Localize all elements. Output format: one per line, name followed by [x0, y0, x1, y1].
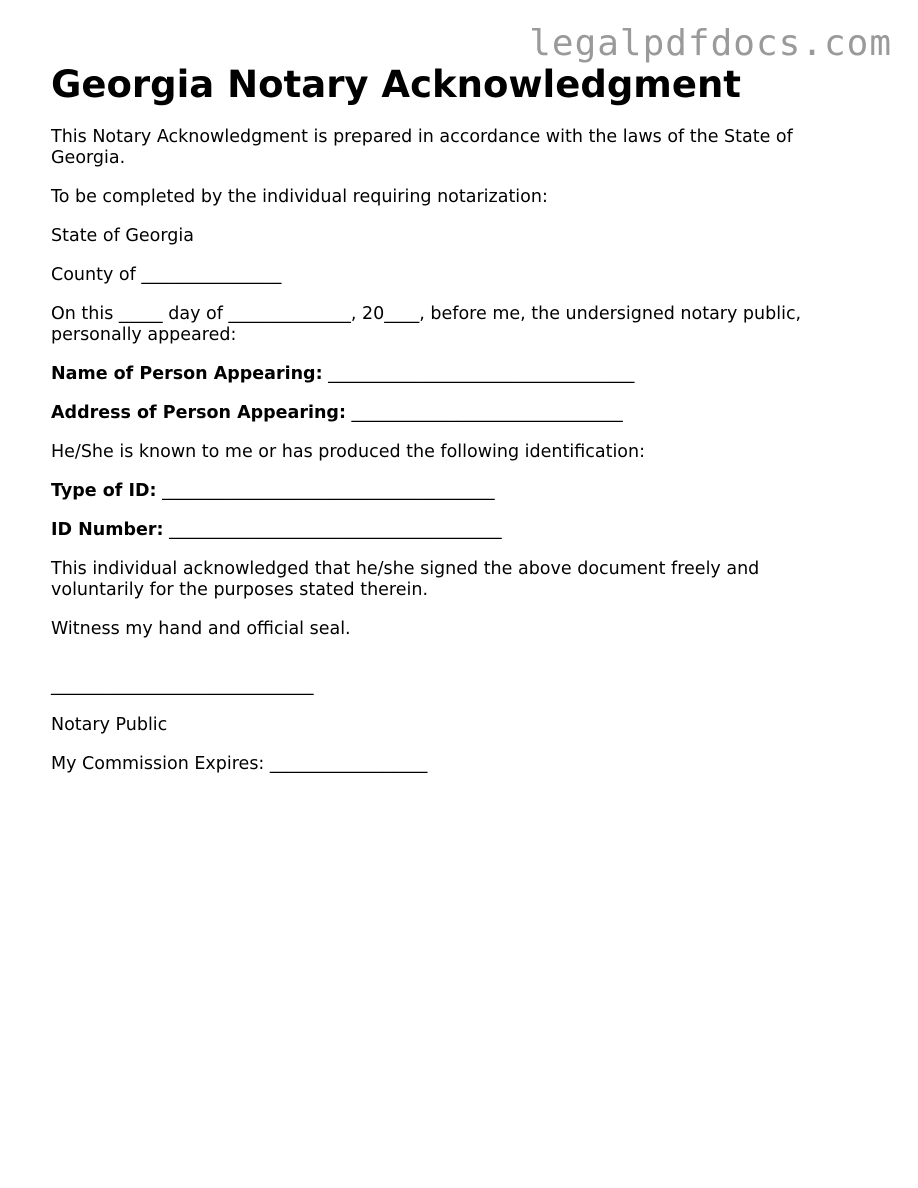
page-title: Georgia Notary Acknowledgment [51, 63, 741, 106]
acknowledged-paragraph: This individual acknowledged that he/she signed the above document freely and voluntarily for the purposes stated therein. [51, 558, 760, 600]
document-body [51, 64, 841, 793]
name-field-blank: ___________________________________ [328, 363, 635, 384]
type-id-blank: ______________________________________ [162, 480, 495, 501]
id-number-field [51, 520, 841, 541]
address-field-label: Address of Person Appearing: [51, 402, 346, 423]
signature-line: ______________________________ [51, 675, 314, 696]
type-id-field [51, 481, 841, 502]
name-field-label: Name of Person Appearing: [51, 363, 323, 384]
id-number-blank: ______________________________________ [169, 519, 502, 540]
state-line: State of Georgia [51, 225, 194, 246]
watermark-logo: legalpdfdocs.com [529, 23, 892, 64]
address-field [51, 403, 841, 424]
intro-paragraph: This Notary Acknowledgment is prepared in accordance with the laws of the State of Georgia. [51, 126, 793, 168]
identification-line: He/She is known to me or has produced the following identification: [51, 441, 646, 462]
notary-public-label: Notary Public [51, 714, 168, 735]
date-line: On this _____ day of ______________, 20____, before me, the undersigned notary public, personally appeared: [51, 303, 802, 345]
witness-line: Witness my hand and official seal. [51, 618, 351, 639]
address-field-blank: _______________________________ [351, 402, 623, 423]
completed-by-instruction: To be completed by the individual requiring notarization: [51, 186, 548, 207]
commission-expires-line: My Commission Expires: __________________ [51, 753, 428, 774]
county-line: County of ________________ [51, 264, 282, 285]
id-number-label: ID Number: [51, 519, 164, 540]
type-id-label: Type of ID: [51, 480, 157, 501]
spacer [51, 658, 841, 676]
name-field [51, 364, 841, 385]
